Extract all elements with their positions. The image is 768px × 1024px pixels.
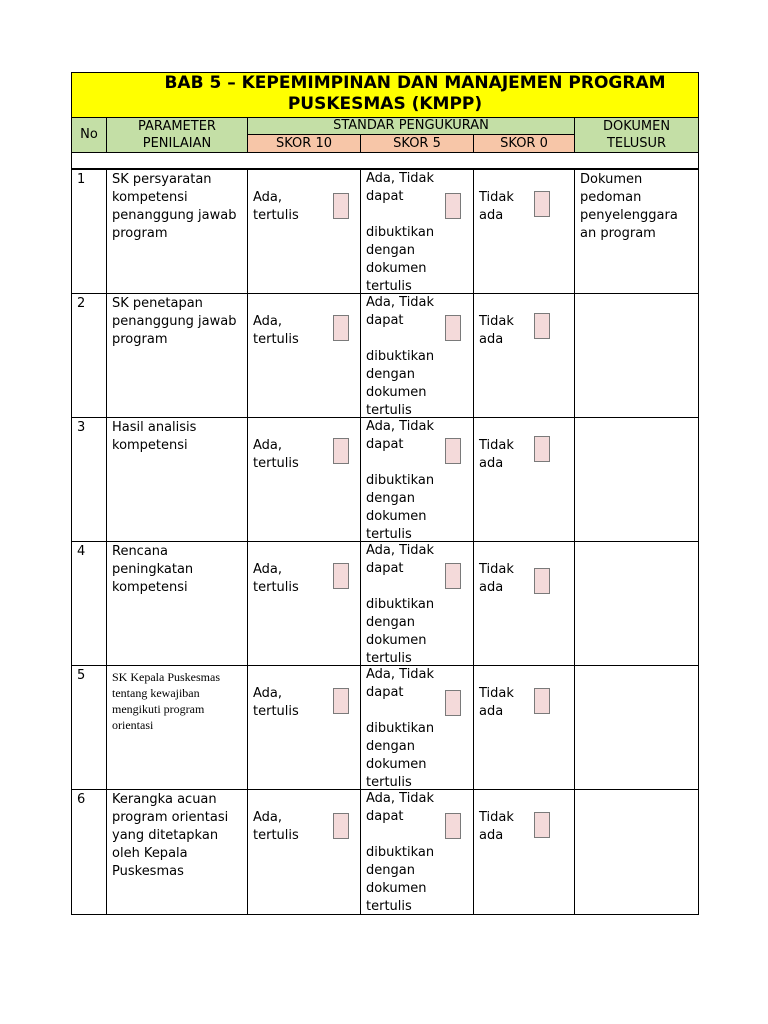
row-skor5: Ada, Tidak dapat dibuktikan dengan dokumen tertulis (360, 169, 474, 294)
spacer-row (71, 153, 699, 169)
row-skor10: Ada, tertulis (247, 169, 361, 294)
table-row (71, 666, 699, 790)
row-skor5: Ada, Tidak dapat dibuktikan dengan dokumen tertulis (360, 542, 474, 666)
row-parameter: Hasil analisis kompetensi (106, 418, 248, 542)
row-skor0: Tidak ada (473, 169, 575, 294)
table-row (71, 294, 699, 418)
table-header (71, 117, 699, 153)
skor5-checkbox[interactable] (445, 690, 461, 716)
row-skor0: Tidak ada (473, 294, 575, 418)
skor5-checkbox[interactable] (445, 193, 461, 219)
row-skor5: Ada, Tidak dapat dibuktikan dengan dokumen tertulis (360, 418, 474, 542)
title-line-2: PUSKESMAS (KMPP) (287, 94, 483, 114)
title-line-1: BAB 5 – KEPEMIMPINAN DAN MANAJEMEN PROGRAM (164, 73, 666, 93)
table-row (71, 542, 699, 666)
row-skor5: Ada, Tidak dapat dibuktikan dengan dokumen tertulis (360, 294, 474, 418)
header-skor10: SKOR 10 (247, 134, 361, 153)
table-row (71, 790, 699, 915)
skor5-checkbox[interactable] (445, 563, 461, 589)
row-number: 3 (71, 418, 107, 542)
skor0-checkbox[interactable] (534, 688, 550, 714)
skor5-checkbox[interactable] (445, 813, 461, 839)
header-dokumen: DOKUMEN TELUSUR (574, 117, 699, 153)
row-skor10: Ada, tertulis (247, 542, 361, 666)
skor10-checkbox[interactable] (333, 563, 349, 589)
skor0-checkbox[interactable] (534, 568, 550, 594)
row-dokumen (574, 542, 699, 666)
document-title (71, 72, 699, 118)
row-skor0: Tidak ada (473, 790, 575, 915)
table-row (71, 169, 699, 294)
skor10-checkbox[interactable] (333, 438, 349, 464)
skor10-checkbox[interactable] (333, 688, 349, 714)
row-number: 5 (71, 666, 107, 790)
row-skor10: Ada, tertulis (247, 666, 361, 790)
row-parameter: Rencana peningkatan kompetensi (106, 542, 248, 666)
table-row (71, 418, 699, 542)
row-dokumen (574, 666, 699, 790)
row-parameter: SK persyaratan kompetensi penanggung jawab program (106, 169, 248, 294)
header-skor0: SKOR 0 (473, 134, 575, 153)
skor0-checkbox[interactable] (534, 436, 550, 462)
skor10-checkbox[interactable] (333, 193, 349, 219)
row-dokumen (574, 418, 699, 542)
row-skor0: Tidak ada (473, 418, 575, 542)
skor10-checkbox[interactable] (333, 315, 349, 341)
header-parameter: PARAMETER PENILAIAN (106, 117, 248, 153)
row-parameter: Kerangka acuan program orientasi yang ditetapkan oleh Kepala Puskesmas (106, 790, 248, 915)
row-skor10: Ada, tertulis (247, 418, 361, 542)
row-parameter: SK penetapan penanggung jawab program (106, 294, 248, 418)
row-parameter: SK Kepala Puskesmas tentang kewajiban mengikuti program orientasi (106, 666, 248, 790)
row-dokumen: Dokumen pedoman penyelenggara an program (574, 169, 699, 294)
row-number: 2 (71, 294, 107, 418)
skor0-checkbox[interactable] (534, 812, 550, 838)
skor5-checkbox[interactable] (445, 315, 461, 341)
row-skor0: Tidak ada (473, 666, 575, 790)
row-skor10: Ada, tertulis (247, 294, 361, 418)
row-dokumen (574, 790, 699, 915)
header-no: No (71, 117, 107, 153)
row-skor5: Ada, Tidak dapat dibuktikan dengan dokumen tertulis (360, 790, 474, 915)
skor10-checkbox[interactable] (333, 813, 349, 839)
header-standar: STANDAR PENGUKURAN (247, 117, 575, 135)
skor0-checkbox[interactable] (534, 313, 550, 339)
row-dokumen (574, 294, 699, 418)
row-skor10: Ada, tertulis (247, 790, 361, 915)
skor0-checkbox[interactable] (534, 191, 550, 217)
skor5-checkbox[interactable] (445, 438, 461, 464)
row-skor0: Tidak ada (473, 542, 575, 666)
header-skor5: SKOR 5 (360, 134, 474, 153)
row-number: 6 (71, 790, 107, 915)
row-skor5: Ada, Tidak dapat dibuktikan dengan dokumen tertulis (360, 666, 474, 790)
row-number: 4 (71, 542, 107, 666)
row-number: 1 (71, 169, 107, 294)
